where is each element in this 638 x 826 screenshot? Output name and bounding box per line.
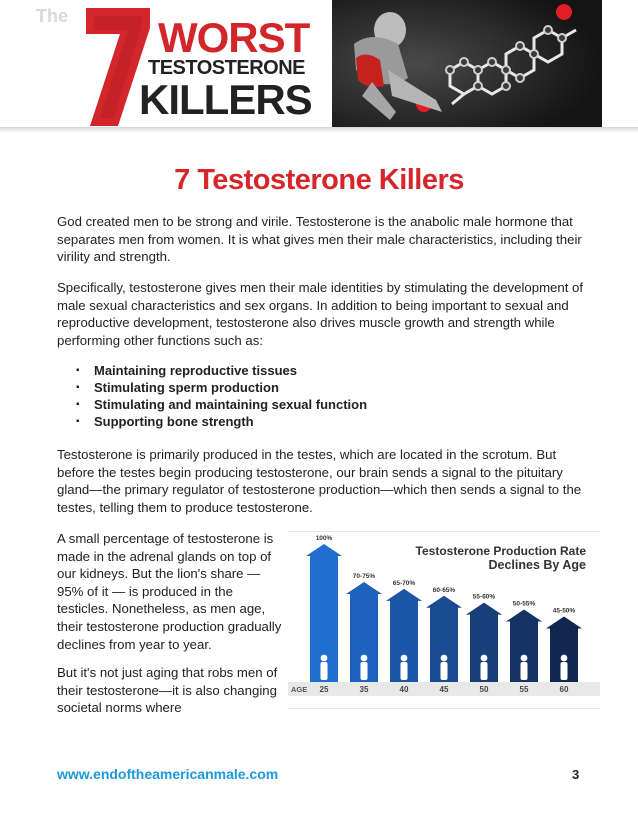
person-icon bbox=[361, 655, 368, 662]
tick-label: 55 bbox=[519, 685, 529, 694]
intro-paragraph: God created men to be strong and virile. Testosterone is the anabolic male hormone that separates men from women. It is what gives men their male characteristics, including their virility and strength. bbox=[57, 214, 582, 265]
data-label: 70-75% bbox=[352, 572, 376, 580]
person-icon bbox=[321, 662, 328, 680]
chart-title-line2: Declines By Age bbox=[488, 558, 586, 572]
header-banner bbox=[0, 0, 638, 128]
logo-line-testosterone: TESTOSTERONE bbox=[148, 57, 305, 79]
person-icon bbox=[561, 662, 568, 680]
data-label: 65-70% bbox=[392, 579, 416, 587]
list-item: ▪ Stimulating and maintaining sexual function bbox=[76, 396, 367, 413]
testosterone-decline-chart bbox=[288, 531, 600, 709]
data-label: 55-60% bbox=[472, 593, 496, 601]
seven-worst-logo bbox=[84, 2, 324, 126]
data-label: 45-50% bbox=[552, 607, 576, 615]
data-label: 60-65% bbox=[432, 586, 456, 594]
person-icon bbox=[401, 662, 408, 680]
adrenal-paragraph: A small percentage of testosterone is made in the adrenal glands on top of our kidneys. But the lion's share — 95% of it — is produced in the testicles. Nonetheless, as men age, their testosterone production gradually declines from year to year. bbox=[57, 531, 282, 652]
banner-the-word: The bbox=[36, 6, 69, 26]
page-number: 3 bbox=[572, 767, 580, 782]
person-icon bbox=[521, 655, 528, 662]
person-icon bbox=[481, 655, 488, 662]
list-item: ▪ Stimulating sperm production bbox=[76, 379, 367, 396]
person-icon bbox=[481, 662, 488, 680]
functions-list bbox=[76, 362, 367, 430]
data-label: 100% bbox=[315, 535, 333, 542]
logo-line-worst: WORST bbox=[158, 14, 310, 61]
functions-paragraph: Specifically, testosterone gives men their male identities by stimulating the development of male sexual characteristics and sex organs. In addition to being important to sexual and reproductive development, testosterone also drives muscle growth and strength while performing other functions such as: bbox=[57, 280, 584, 348]
list-item: ▪ Maintaining reproductive tissues bbox=[76, 362, 367, 379]
hero-image bbox=[332, 0, 602, 127]
age-axis-label: AGE bbox=[291, 685, 308, 694]
tick-label: 25 bbox=[319, 685, 329, 694]
person-icon bbox=[401, 655, 408, 662]
logo-line-killers: KILLERS bbox=[139, 76, 312, 123]
person-icon bbox=[561, 655, 568, 662]
website-link[interactable]: www.endoftheamericanmale.com bbox=[57, 766, 279, 782]
tick-label: 45 bbox=[439, 685, 449, 694]
chart-title-line1: Testosterone Production Rate bbox=[415, 544, 586, 558]
tick-label: 35 bbox=[359, 685, 369, 694]
hero-illustration bbox=[332, 0, 602, 127]
chart-title bbox=[416, 544, 586, 572]
list-item: ▪ Supporting bone strength bbox=[76, 413, 367, 430]
person-icon bbox=[321, 655, 328, 662]
banner-divider bbox=[0, 127, 638, 133]
aging-paragraph: But it's not just aging that robs men of their testosterone—it is also changing societal norms where bbox=[57, 665, 278, 716]
tick-label: 60 bbox=[559, 685, 569, 694]
production-paragraph: Testosterone is primarily produced in the testes, which are located in the scrotum. But before the testes begin producing testosterone, our brain sends a signal to the pituitary gland—the primary regulator of testosterone production—which then sends a signal to the testes, telling them to produce testosterone. bbox=[57, 447, 582, 515]
tick-label: 40 bbox=[399, 685, 409, 694]
page-title: 7 Testosterone Killers bbox=[174, 164, 464, 196]
person-icon bbox=[441, 655, 448, 662]
person-icon bbox=[521, 662, 528, 680]
tick-label: 50 bbox=[479, 685, 489, 694]
person-icon bbox=[441, 662, 448, 680]
data-label: 50-55% bbox=[512, 600, 536, 608]
person-icon bbox=[361, 662, 368, 680]
